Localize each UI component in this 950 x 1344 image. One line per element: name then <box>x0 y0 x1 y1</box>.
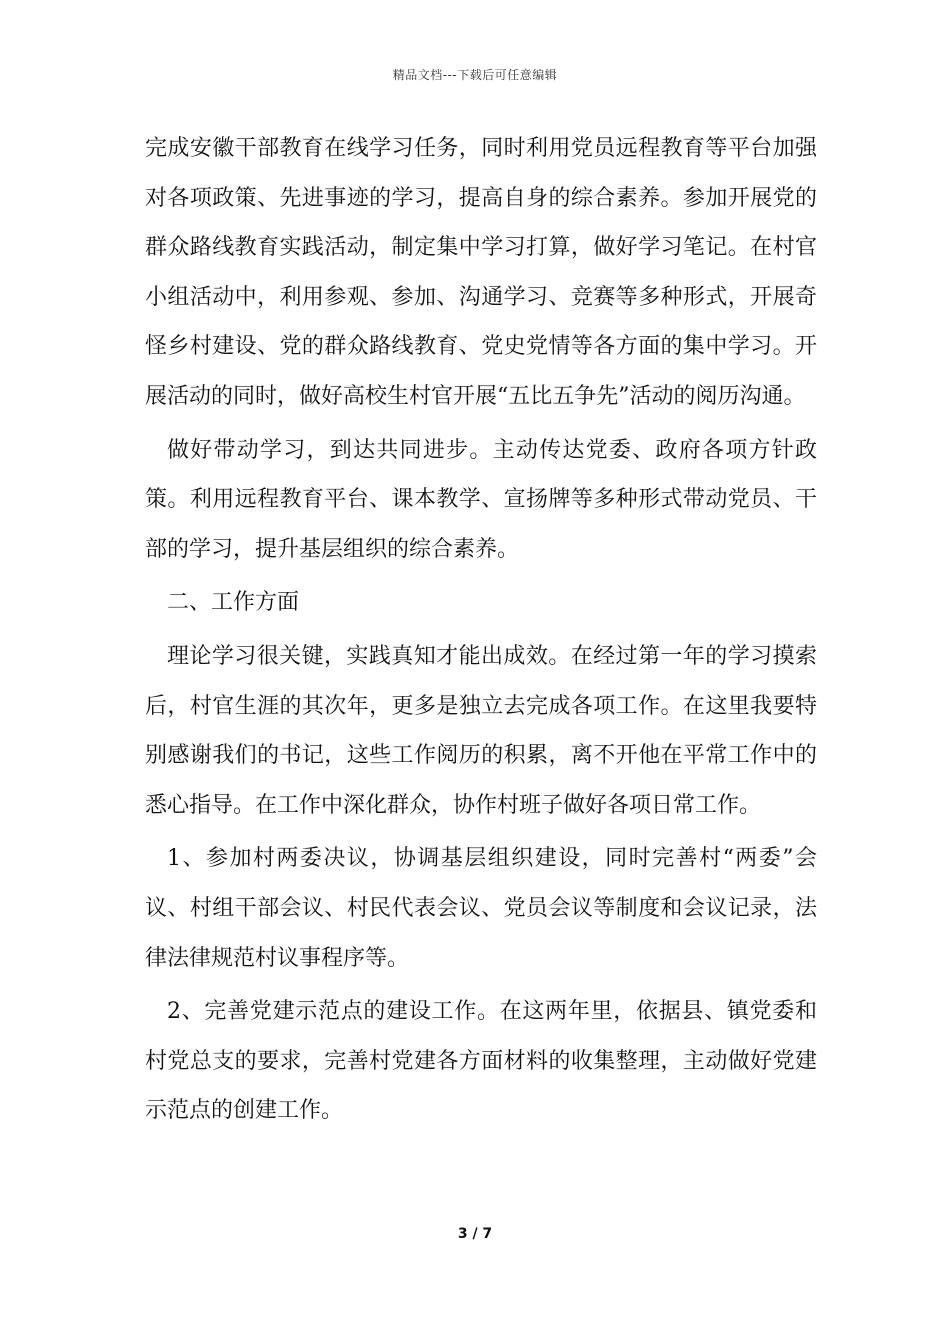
paragraph-work-practice: 理论学习很关键，实践真知才能出成效。在经过第一年的学习摸索后，村官生涯的其次年，更多是独立去完成各项工作。在这里我要特别感谢我们的书记，这些工作阅历的积累，离不开他在平常工作中的悉心指导。在工作中深化群众，协作村班子做好各项日常工作。 <box>145 643 817 818</box>
document-body <box>145 124 817 1136</box>
list-item-1: 1、参加村两委决议，协调基层组织建设，同时完善村“两委”会议、村组干部会议、村民代表会议、党员会议等制度和会议记录，法律法律规范村议事程序等。 <box>145 846 817 971</box>
paragraph-study-tasks: 完成安徽干部教育在线学习任务，同时利用党员远程教育等平台加强对各项政策、先进事迹的学习，提高自身的综合素养。参加开展党的群众路线教育实践活动，制定集中学习打算，做好学习笔记。在村官小组活动中，利用参观、参加、沟通学习、竞赛等多种形式，开展奇怪乡村建设、党的群众路线教育、党史党情等各方面的集中学习。开展活动的同时，做好高校生村官开展“五比五争先”活动的阅历沟通。 <box>145 136 817 409</box>
page-header: 精品文档---下载后可任意编辑 <box>392 68 558 82</box>
paragraph-lead-learning: 做好带动学习，到达共同进步。主动传达党委、政府各项方针政策。利用远程教育平台、课本教学、宣扬牌等多种形式带动党员、干部的学习，提升基层组织的综合素养。 <box>145 437 817 562</box>
section-heading-work: 二、工作方面 <box>167 590 300 616</box>
list-item-2: 2、完善党建示范点的建设工作。在这两年里，依据县、镇党委和村党总支的要求，完善村党建各方面材料的收集整理，主动做好党建示范点的创建工作。 <box>145 999 817 1124</box>
page-number: 3 / 7 <box>457 1226 493 1242</box>
